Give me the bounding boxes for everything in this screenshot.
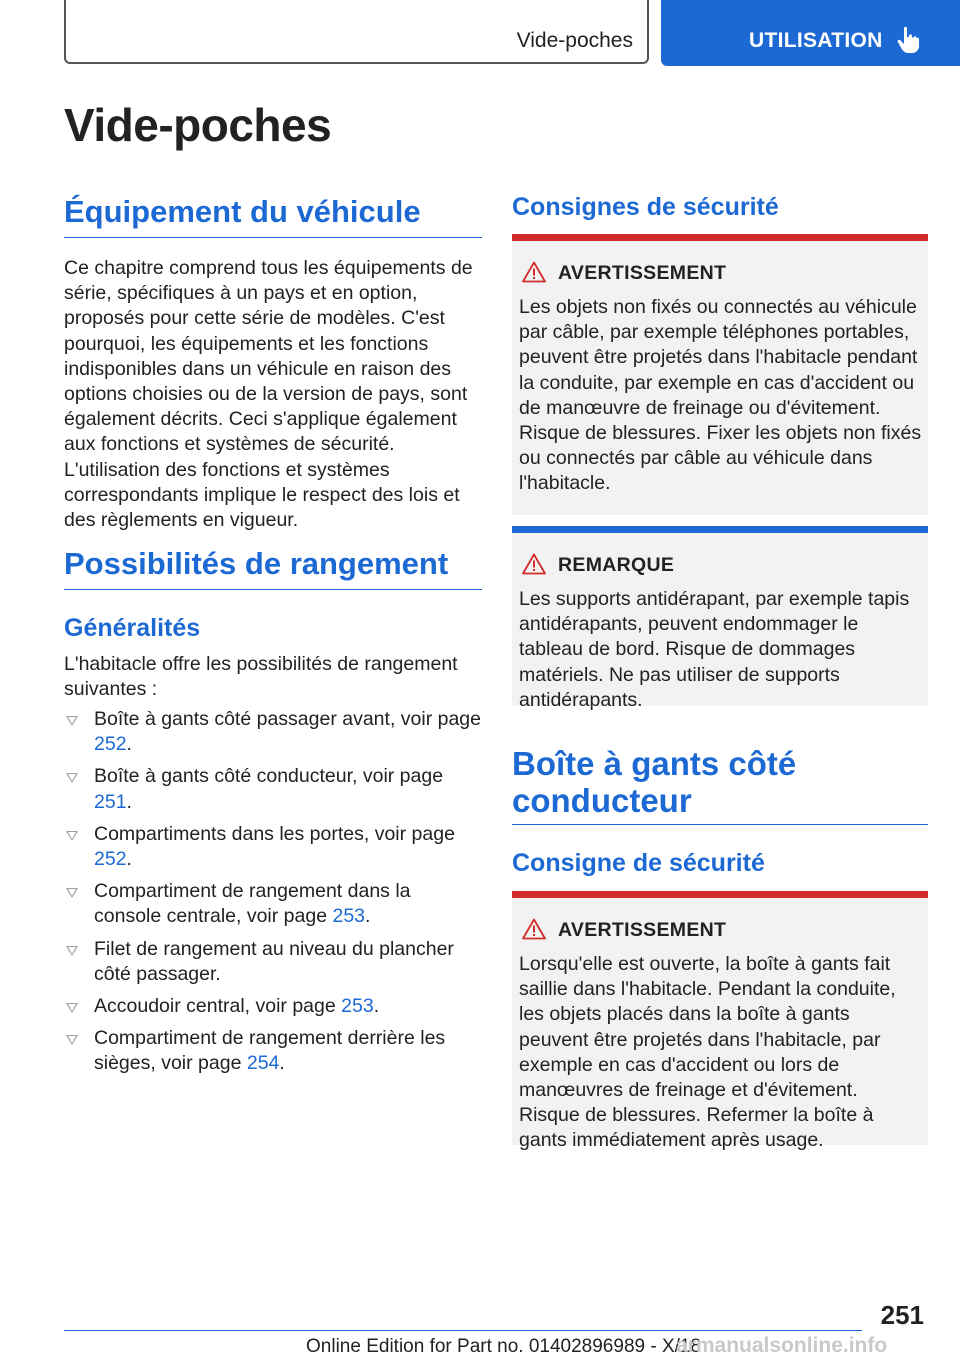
glovebox-warning-text: Lorsqu'elle est ouverte, la boîte à gants fait saillie dans l'habitacle. Pendant la conduite, les objets placés dans la boîte à gants peuvent être projetés dans l'habitacle, par exemple en cas d'accident ou lors de manœuvres de freinage et d'évitement. Risque de blessures. Refermer la boîte à gants immédiatement après usage. xyxy=(519,953,896,1152)
page-link[interactable]: 252 xyxy=(94,733,127,756)
storage-heading: Possibilités de rangement xyxy=(64,546,482,590)
triangle-bullet-icon xyxy=(66,773,78,783)
footer-divider xyxy=(64,1330,862,1331)
page-link[interactable]: 252 xyxy=(94,848,127,871)
triangle-bullet-icon xyxy=(66,716,78,726)
pointing-hand-icon xyxy=(897,26,919,54)
triangle-bullet-icon xyxy=(66,831,78,841)
page-link[interactable]: 253 xyxy=(332,905,366,928)
note-bar xyxy=(512,526,928,533)
glovebox-subheading: Consigne de sécurité xyxy=(512,849,765,877)
warning-box xyxy=(512,234,928,515)
triangle-bullet-icon xyxy=(66,946,78,956)
triangle-bullet-icon xyxy=(66,1035,78,1045)
storage-list xyxy=(64,707,482,1084)
note-text: Les supports antidérapant, par exemple tapis antidérapants, peuvent endommager le tableau de bord. Risque de dommages matériels. Ne pas utiliser de supports antidérapants. xyxy=(519,588,910,711)
warning-label: AVERTISSEMENT xyxy=(558,262,727,284)
equipment-text: Ce chapitre comprend tous les équipements de série, spécifiques à un pays et en option, proposés pour cette série de modèles. C'est pourquoi, les équipements et les fonctions indisponibles dans un véhicule en raison des options choisies ou de la version de pays, sont également décrits. Ceci s'applique également aux fonctions et systèmes de sécurité. L'utilisation des fonctions et systèmes correspondants implique le respect des lois et des règlements en vigueur. xyxy=(64,257,473,532)
warning-label: AVERTISSEMENT xyxy=(558,919,727,941)
section-tab xyxy=(661,0,960,66)
note-box xyxy=(512,526,928,711)
warning-bar xyxy=(512,234,928,241)
triangle-bullet-icon xyxy=(66,1003,78,1013)
edition-text: Online Edition for Part no. 01402896989 - X/18 xyxy=(306,1336,702,1357)
page-link[interactable]: 254 xyxy=(246,1052,280,1075)
warning-triangle-icon xyxy=(522,553,546,575)
section-label: UTILISATION xyxy=(749,29,883,52)
storage-intro: L'habitacle offre les possibilités de rangement suivantes : xyxy=(64,653,458,701)
list-item: Boîte à gants côté passager avant, voir page 252. xyxy=(64,707,482,757)
triangle-bullet-icon xyxy=(66,888,78,898)
equipment-heading: Équipement du véhicule xyxy=(64,194,482,238)
page-title: Vide-poches xyxy=(64,99,332,151)
general-subheading: Généralités xyxy=(64,614,201,642)
header-title: Vide-poches xyxy=(516,29,633,52)
warning-text: Les objets non fixés ou connectés au véhicule par câble, par exemple téléphones portables, peuvent être projetés dans l'habitacle pendant la conduite, par exemple en cas d'accident ou de manœuvre de freinage ou d'évitement. Risque de blessures. Fixer les objets non fixés ou connectés par câble au véhicule dans l'habitacle. xyxy=(519,296,922,495)
header-tab xyxy=(64,0,649,64)
list-item: Compartiment de rangement dans la console centrale, voir page 253. xyxy=(64,879,482,929)
note-label: REMARQUE xyxy=(558,554,675,576)
safety-heading: Consignes de sécurité xyxy=(512,193,779,221)
list-item: Boîte à gants côté conducteur, voir page 251. xyxy=(64,764,482,814)
page-number: 251 xyxy=(880,1300,924,1330)
page-link[interactable]: 251 xyxy=(94,790,127,813)
warning-triangle-icon xyxy=(522,261,546,283)
page-link[interactable]: 253 xyxy=(341,995,374,1018)
glovebox-heading: Boîte à gants côté conducteur xyxy=(512,745,928,825)
warning-bar xyxy=(512,891,928,898)
list-item: Filet de rangement au niveau du plancher côté passager. xyxy=(64,937,482,987)
watermark: armanualsonline.info xyxy=(676,1334,888,1357)
glovebox-warning-box xyxy=(512,891,928,1152)
list-item: Compartiment de rangement derrière les sièges, voir page 254. xyxy=(64,1026,482,1076)
warning-triangle-icon xyxy=(522,918,546,940)
list-item: Compartiments dans les portes, voir page 252. xyxy=(64,822,482,872)
list-item: Accoudoir central, voir page 253. xyxy=(64,994,482,1019)
